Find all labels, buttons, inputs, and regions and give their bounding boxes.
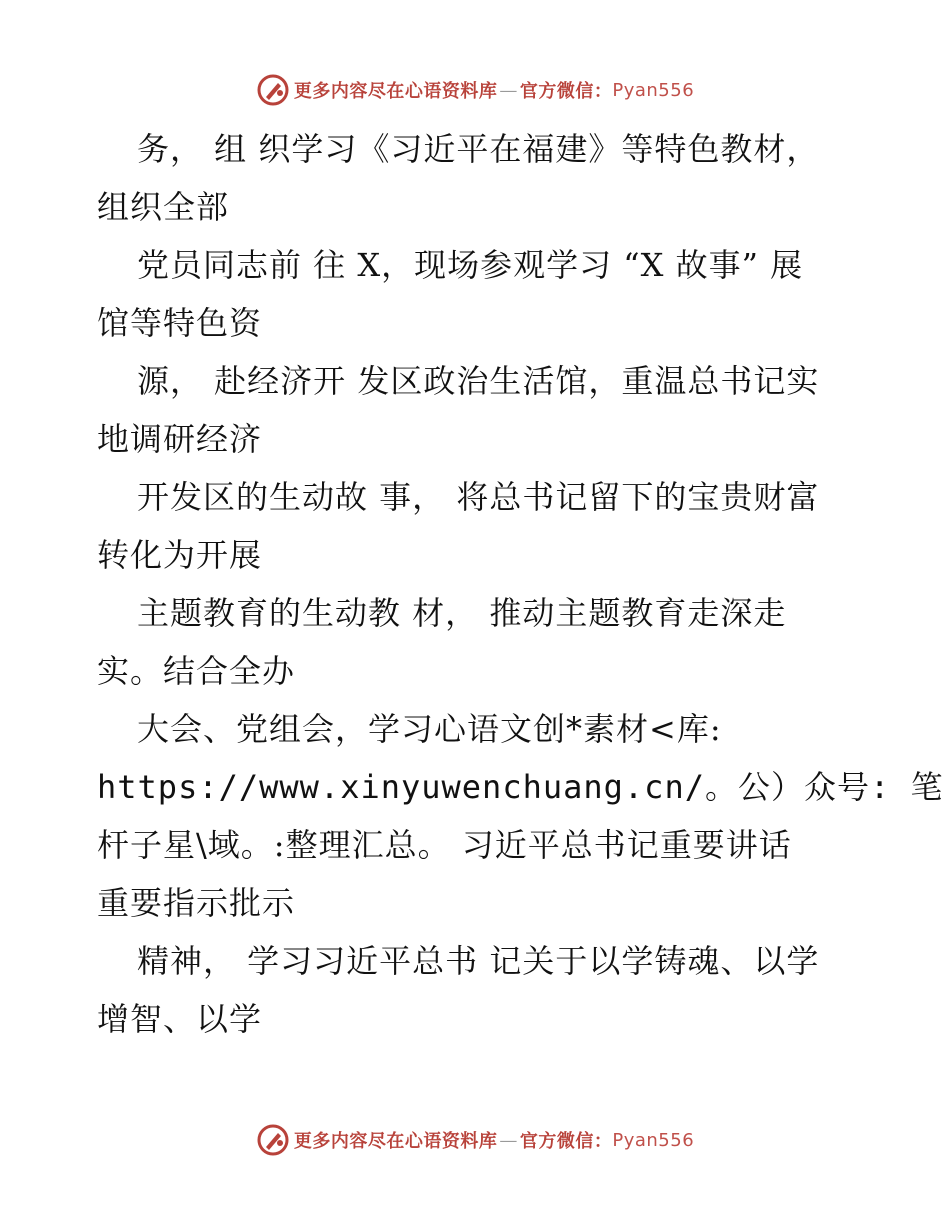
watermark-separator: — — [499, 79, 518, 101]
text-line: 党员同志前 往 X，现场参观学习 “X 故事” 展 — [137, 246, 804, 284]
text-line: 增智、以学 — [97, 1000, 263, 1038]
watermark-id: Pyan556 — [612, 1129, 695, 1151]
pen-logo-icon — [256, 73, 290, 107]
header-watermark — [0, 70, 950, 110]
watermark-separator: — — [499, 1129, 518, 1151]
text-line: 大会、党组会，学习心语文创*素材<库: — [137, 710, 722, 748]
text-line: 务， 组 织学习《习近平在福建》等特色教材， — [137, 130, 820, 168]
text-line: 源， 赴经济开 发区政治生活馆，重温总书记实 — [137, 362, 820, 400]
document-body — [97, 120, 944, 1048]
watermark-label: 官方微信： — [519, 81, 613, 102]
watermark-label: 官方微信： — [519, 1131, 613, 1152]
pen-logo-icon — [256, 1123, 290, 1157]
text-line: 主题教育的生动教 材， 推动主题教育走深走 — [137, 594, 787, 632]
text-line: 重要指示批示 — [97, 884, 296, 922]
text-line: 实。结合全办 — [97, 652, 296, 690]
watermark-id: Pyan556 — [612, 79, 695, 101]
text-line: 馆等特色资 — [97, 304, 263, 342]
text-line: 杆子星\域。:整理汇总。 习近平总书记重要讲话 — [97, 826, 792, 864]
footer-watermark — [0, 1120, 950, 1160]
text-line: 组织全部 — [97, 188, 230, 226]
text-line: 精神， 学习习近平总书 记关于以学铸魂、以学 — [137, 942, 820, 980]
watermark-site: 更多内容尽在心语资料库 — [293, 1131, 498, 1152]
text-line: 开发区的生动故 事， 将总书记留下的宝贵财富 — [137, 478, 820, 516]
text-line-url: https://www.xinyuwenchuang.cn/。公）众号: 笔 — [97, 768, 944, 806]
text-line: 转化为开展 — [97, 536, 263, 574]
text-line: 地调研经济 — [97, 420, 263, 458]
watermark-site: 更多内容尽在心语资料库 — [293, 81, 498, 102]
